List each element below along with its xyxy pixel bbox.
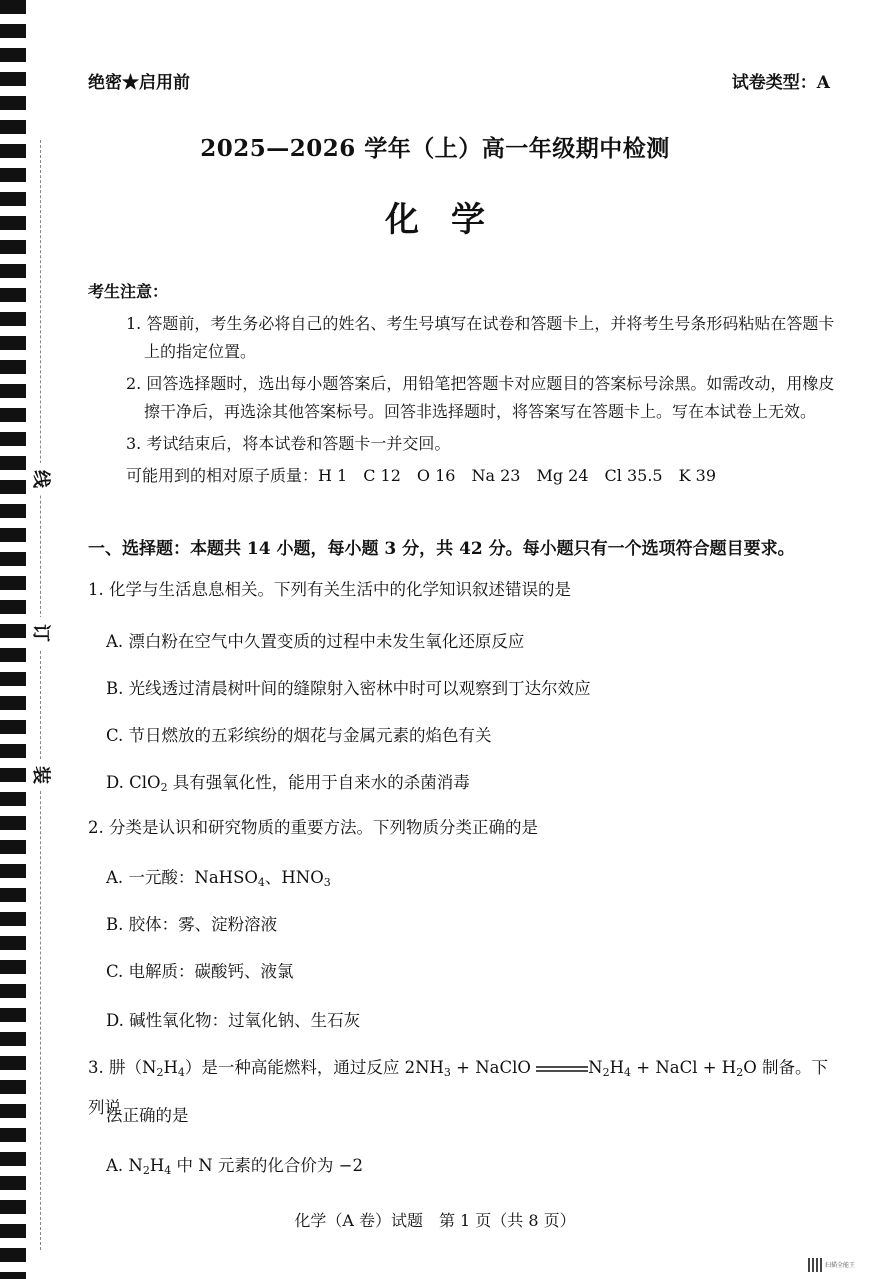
- qr-code-icon: [808, 1258, 822, 1272]
- notice-item-3: 3. 考试结束后，将本试卷和答题卡一并交回。: [126, 434, 451, 453]
- notice-item-2: 2. 回答选择题时，选出每小题答案后，用铅笔把答题卡对应题目的答案标号涂黑。如需改动，用橡皮擦干净后，再选涂其他答案标号。回答非选择题时，将答案写在答题卡上。写在本试卷上无效。: [126, 374, 835, 421]
- question-1-option-d: D. ClO$_2$ 具有强氧化性，能用于自来水的杀菌消毒: [106, 773, 470, 794]
- watermark-text: 扫描全能王: [825, 1261, 856, 1269]
- question-2-option-b: B. 胶体：雾、淀粉溶液: [106, 915, 278, 934]
- question-2-option-d: D. 碱性氧化物：过氧化钠、生石灰: [106, 1011, 361, 1030]
- binding-mark-staple: 订: [29, 617, 51, 649]
- scanner-watermark: [808, 1258, 855, 1272]
- question-2-option-c: C. 电解质：碳酸钙、液氯: [106, 962, 294, 981]
- notice-block: [88, 278, 838, 490]
- subject-title: 化学: [385, 200, 517, 240]
- question-3-stem-line2: 法正确的是: [106, 1106, 189, 1125]
- paper-type: 试卷类型：A: [731, 73, 830, 93]
- question-3-option-a: A. $N_2H_4$ 中 N 元素的化合价为 −2: [106, 1156, 363, 1177]
- binding-mark-bind: 装: [29, 759, 51, 791]
- secret-label: 绝密★启用前: [88, 73, 190, 93]
- question-1-option-b: B. 光线透过清晨树叶间的缝隙射入密林中时可以观察到丁达尔效应: [106, 679, 591, 698]
- binding-mark-line: 线: [29, 463, 51, 495]
- page-footer: 化学（A 卷）试题 第 1 页（共 8 页）: [294, 1211, 576, 1230]
- notice-heading: 考生注意：: [88, 282, 169, 301]
- equals-sign: [536, 1064, 588, 1074]
- question-1-option-a: A. 漂白粉在空气中久置变质的过程中未发生氧化还原反应: [106, 632, 525, 651]
- exam-title: 2025—2026 学年（上）高一年级期中检测: [200, 135, 670, 162]
- question-3-stem: 3. 肼$(N_2H_4)$是一种高能燃料，通过反应 $2NH_3$ + NaClO $N_2H_4$ + NaCl + $H_2O$ 制备。下列说: [88, 1058, 828, 1117]
- atomic-masses: 可能用到的相对原子质量：H 1 C 12 O 16 Na 23 Mg 24 Cl 35.5 K 39: [126, 466, 716, 485]
- question-2-option-a: A. 一元酸：NaHSO$_4$、$HNO_3$: [106, 868, 331, 889]
- section-title: 一、选择题：本题共 14 小题，每小题 3 分，共 42 分。每小题只有一个选项符合题目要求。: [88, 539, 795, 559]
- binding-cut-line: [40, 140, 41, 1250]
- notice-item-1: 1. 答题前，考生务必将自己的姓名、考生号填写在试卷和答题卡上，并将考生号条形码粘贴在答题卡上的指定位置。: [126, 314, 835, 361]
- question-1-stem: 1. 化学与生活息息相关。下列有关生活中的化学知识叙述错误的是: [88, 580, 571, 599]
- question-2-stem: 2. 分类是认识和研究物质的重要方法。下列物质分类正确的是: [88, 818, 538, 837]
- question-1-option-c: C. 节日燃放的五彩缤纷的烟花与金属元素的焰色有关: [106, 726, 492, 745]
